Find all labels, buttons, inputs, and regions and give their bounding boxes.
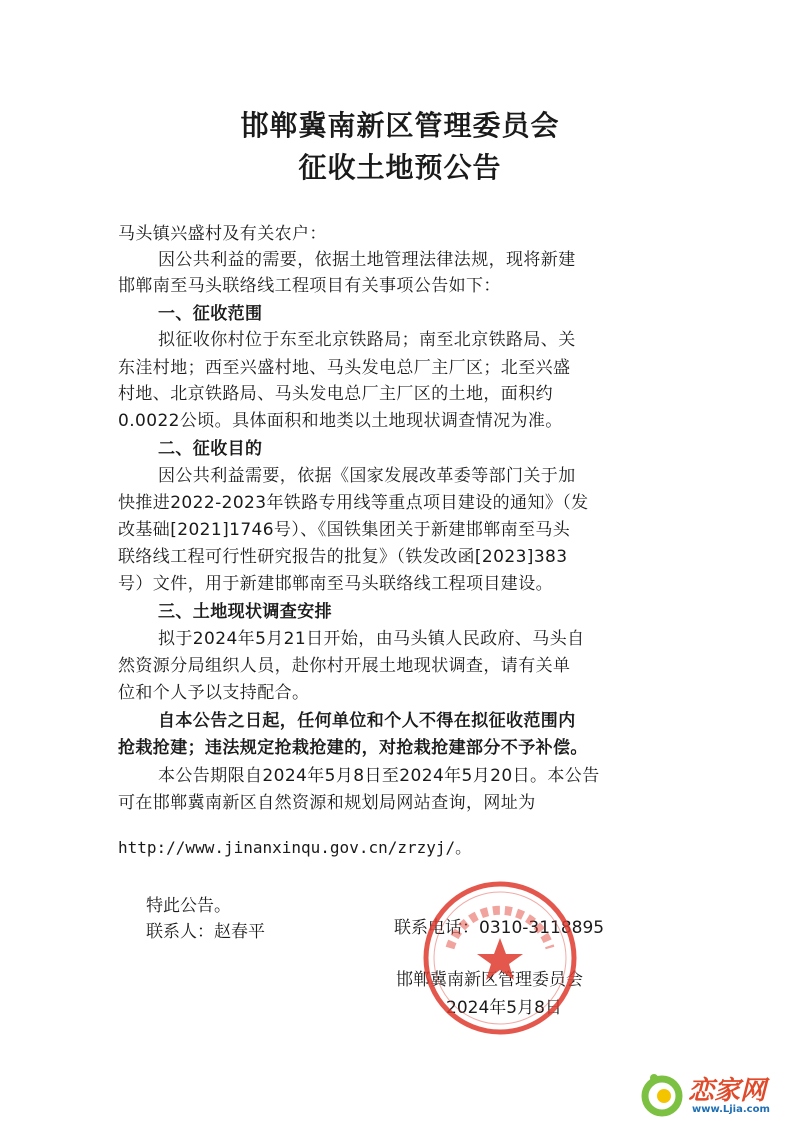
document-title-line2: 征收土地预公告	[298, 151, 502, 184]
contact-phone: 联系电话：0310-3118895	[394, 918, 605, 938]
warning-line: 抢栽抢建；违法规定抢栽抢建的，对抢栽抢建部分不予补偿。	[118, 738, 588, 758]
paragraph-line: 0.0022公顷。具体面积和地类以土地现状调查情况为准。	[118, 411, 563, 431]
paragraph-line: 东洼村地；西至兴盛村地、马头发电总厂主厂区；北至兴盛	[118, 358, 571, 378]
closing-text: 特此公告。	[146, 896, 231, 916]
contact-person: 联系人：赵春平	[146, 922, 265, 942]
paragraph-line: 快推进2022-2023年铁路专用线等重点项目建设的通知》（发	[118, 493, 589, 513]
section-heading-survey: 三、土地现状调查安排	[158, 602, 332, 622]
paragraph-line: 拟于2024年5月21日开始，由马头镇人民政府、马头自	[158, 629, 585, 649]
paragraph-line: 本公告期限自2024年5月8日至2024年5月20日。本公告	[158, 766, 600, 786]
paragraph-line: 可在邯郸冀南新区自然资源和规划局网站查询，网址为	[118, 793, 536, 813]
warning-line: 自本公告之日起，任何单位和个人不得在拟征收范围内	[158, 711, 576, 731]
signature-date: 2024年5月8日	[446, 998, 562, 1018]
paragraph-line: 号）文件，用于新建邯郸南至马头联络线工程项目建设。	[118, 574, 553, 594]
website-url: http://www.jinanxinqu.gov.cn/zrzyj/。	[118, 838, 472, 857]
addressee: 马头镇兴盛村及有关农户：	[118, 224, 327, 244]
watermark-brand: 恋家网	[688, 1076, 767, 1106]
document-title-line1: 邯郸冀南新区管理委员会	[240, 109, 560, 142]
section-heading-purpose: 二、征收目的	[158, 439, 263, 459]
paragraph-line: 邯郸南至马头联络线工程项目有关事项公告如下：	[118, 276, 501, 296]
paragraph-line: 因公共利益需要，依据《国家发展改革委等部门关于加	[158, 466, 576, 486]
paragraph-line: 联络线工程可行性研究报告的批复》（铁发改函[2023]383	[118, 547, 568, 567]
paragraph-line: 拟征收你村位于东至北京铁路局；南至北京铁路局、关	[158, 330, 576, 350]
paragraph-line: 改基础[2021]1746号）、《国铁集团关于新建邯郸南至马头	[118, 520, 571, 540]
paragraph-line: 位和个人予以支持配合。	[118, 683, 310, 703]
paragraph-line: 因公共利益的需要，依据土地管理法律法规，现将新建	[158, 250, 576, 270]
signer-name: 邯郸冀南新区管理委员会	[396, 970, 583, 990]
paragraph-line: 然资源分局组织人员，赴你村开展土地现状调查，请有关单	[118, 656, 571, 676]
section-heading-scope: 一、征收范围	[158, 304, 263, 324]
paragraph-line: 村地、北京铁路局、马头发电总厂主厂区的土地，面积约	[118, 384, 553, 404]
watermark-url: www.Ljia.com	[692, 1104, 770, 1115]
official-seal-icon	[420, 878, 580, 1038]
